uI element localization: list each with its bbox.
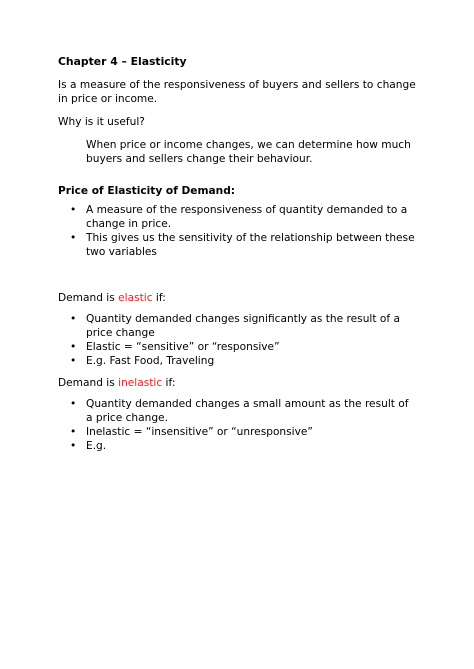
bullet-icon: • xyxy=(70,398,77,410)
bullet-icon: • xyxy=(70,313,77,325)
bullet-icon: • xyxy=(70,426,77,438)
elastic-prefix: Demand is xyxy=(58,292,119,304)
inelastic-bullet-list xyxy=(58,397,418,453)
list-item xyxy=(58,203,418,231)
list-item-text: Elastic = “sensitive” or “responsive” xyxy=(86,341,280,353)
elastic-keyword: elastic xyxy=(118,292,153,304)
list-item xyxy=(58,397,418,425)
list-item-text: Quantity demanded changes a small amount as the result of a price change. xyxy=(86,398,409,424)
list-item xyxy=(58,439,418,453)
list-item-text: E.g. xyxy=(86,440,107,452)
elastic-suffix: if: xyxy=(152,292,166,304)
list-item-text: Inelastic = “insensitive” or “unresponsive” xyxy=(86,426,313,438)
question-text: Why is it useful? xyxy=(58,116,145,128)
definition-text: Is a measure of the responsiveness of buyers and sellers to change in price or income. xyxy=(58,79,416,105)
list-item-text: Quantity demanded changes significantly as the result of a price change xyxy=(86,313,400,339)
bullet-icon: • xyxy=(70,355,77,367)
bullet-icon: • xyxy=(70,204,77,216)
list-item xyxy=(58,354,418,368)
section-heading: Price of Elasticity of Demand: xyxy=(58,185,236,197)
bullet-icon: • xyxy=(70,232,77,244)
answer-text: When price or income changes, we can determine how much buyers and sellers change their behaviour. xyxy=(86,139,411,165)
list-item xyxy=(58,425,418,439)
list-item xyxy=(58,340,418,354)
inelastic-prefix: Demand is xyxy=(58,377,119,389)
page-title: Chapter 4 – Elasticity xyxy=(58,55,187,68)
inelastic-suffix: if: xyxy=(162,377,176,389)
list-item xyxy=(58,312,418,340)
document-content xyxy=(58,55,418,453)
elastic-heading xyxy=(58,291,418,305)
bullet-icon: • xyxy=(70,341,77,353)
bullet-icon: • xyxy=(70,440,77,452)
section-bullet-list xyxy=(58,203,418,259)
list-item-text: This gives us the sensitivity of the relationship between these two variables xyxy=(86,232,415,258)
list-item xyxy=(58,231,418,259)
elastic-bullet-list xyxy=(58,312,418,368)
inelastic-heading xyxy=(58,376,418,390)
list-item-text: A measure of the responsiveness of quantity demanded to a change in price. xyxy=(86,204,408,230)
inelastic-keyword: inelastic xyxy=(118,377,163,389)
list-item-text: E.g. Fast Food, Traveling xyxy=(86,355,215,367)
